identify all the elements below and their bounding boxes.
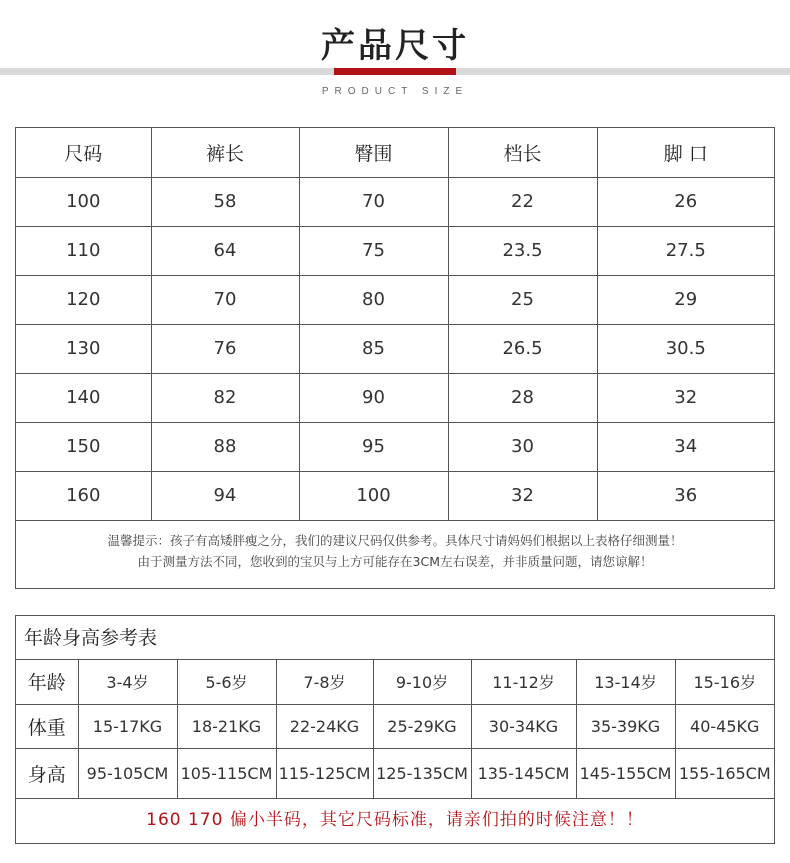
table-row xyxy=(16,275,774,324)
leg-opening-cell: 29 xyxy=(597,275,774,324)
hip-cell: 85 xyxy=(299,324,448,373)
size-cell: 140 xyxy=(16,373,151,422)
age-cell: 15-16岁 xyxy=(675,660,774,704)
measurement-tips xyxy=(16,517,774,589)
crotch-length-cell: 32 xyxy=(448,471,597,520)
pants-length-cell: 76 xyxy=(151,324,299,373)
height-cell: 155-165CM xyxy=(675,748,774,798)
height-cell: 135-145CM xyxy=(471,748,576,798)
row-label-age: 年龄 xyxy=(16,660,78,704)
age-cell: 3-4岁 xyxy=(78,660,177,704)
table-row xyxy=(16,748,774,798)
age-cell: 13-14岁 xyxy=(576,660,675,704)
weight-cell: 30-34KG xyxy=(471,704,576,748)
weight-cell: 18-21KG xyxy=(177,704,276,748)
crotch-length-cell: 28 xyxy=(448,373,597,422)
crotch-length-cell: 26.5 xyxy=(448,324,597,373)
page-subtitle: PRODUCT SIZE xyxy=(321,86,469,97)
table-row xyxy=(16,226,774,275)
pants-length-cell: 88 xyxy=(151,422,299,471)
table-row xyxy=(16,324,774,373)
height-cell: 95-105CM xyxy=(78,748,177,798)
age-cell: 9-10岁 xyxy=(373,660,471,704)
size-cell: 120 xyxy=(16,275,151,324)
hip-cell: 70 xyxy=(299,177,448,226)
leg-opening-cell: 34 xyxy=(597,422,774,471)
table-row xyxy=(16,704,774,748)
header-size: 尺码 xyxy=(16,128,151,177)
weight-cell: 40-45KG xyxy=(675,704,774,748)
size-cell: 150 xyxy=(16,422,151,471)
crotch-length-cell: 23.5 xyxy=(448,226,597,275)
row-label-weight: 体重 xyxy=(16,704,78,748)
size-cell: 130 xyxy=(16,324,151,373)
table-row xyxy=(16,471,774,520)
leg-opening-cell: 27.5 xyxy=(597,226,774,275)
hip-cell: 100 xyxy=(299,471,448,520)
weight-cell: 25-29KG xyxy=(373,704,471,748)
weight-cell: 15-17KG xyxy=(78,704,177,748)
age-cell: 7-8岁 xyxy=(276,660,373,704)
age-table xyxy=(16,660,774,799)
weight-cell: 22-24KG xyxy=(276,704,373,748)
row-label-height: 身高 xyxy=(16,748,78,798)
table-row xyxy=(16,422,774,471)
size-cell: 100 xyxy=(16,177,151,226)
size-warning-note: 160 170 偏小半码，其它尺码标准，请亲们拍的时候注意！！ xyxy=(146,810,644,830)
header-pants-length: 裤长 xyxy=(151,128,299,177)
crotch-length-cell: 22 xyxy=(448,177,597,226)
hip-cell: 90 xyxy=(299,373,448,422)
size-table xyxy=(16,128,774,521)
page-title: 产品尺寸 xyxy=(321,26,469,66)
tip-line: 由于测量方法不同，您收到的宝贝与上方可能存在3CM左右误差，并非质量问题，请您谅解！ xyxy=(137,554,653,569)
age-cell: 5-6岁 xyxy=(177,660,276,704)
size-chart xyxy=(15,127,775,589)
header-leg-opening: 脚 口 xyxy=(597,128,774,177)
leg-opening-cell: 32 xyxy=(597,373,774,422)
pants-length-cell: 82 xyxy=(151,373,299,422)
pants-length-cell: 70 xyxy=(151,275,299,324)
size-table-header xyxy=(16,128,774,177)
hip-cell: 95 xyxy=(299,422,448,471)
pants-length-cell: 64 xyxy=(151,226,299,275)
age-cell: 11-12岁 xyxy=(471,660,576,704)
header-crotch-length: 档长 xyxy=(448,128,597,177)
leg-opening-cell: 30.5 xyxy=(597,324,774,373)
pants-length-cell: 94 xyxy=(151,471,299,520)
size-cell: 110 xyxy=(16,226,151,275)
crotch-length-cell: 30 xyxy=(448,422,597,471)
tip-line: 温馨提示：孩子有高矮胖瘦之分，我们的建议尺码仅供参考。具体尺寸请妈妈们根据以上表格仔细测量！ xyxy=(107,533,683,548)
crotch-length-cell: 25 xyxy=(448,275,597,324)
height-cell: 125-135CM xyxy=(373,748,471,798)
table-row xyxy=(16,660,774,704)
age-table-title: 年龄身高参考表 xyxy=(16,616,774,660)
height-cell: 115-125CM xyxy=(276,748,373,798)
pants-length-cell: 58 xyxy=(151,177,299,226)
table-row xyxy=(16,177,774,226)
weight-cell: 35-39KG xyxy=(576,704,675,748)
hip-cell: 80 xyxy=(299,275,448,324)
height-cell: 145-155CM xyxy=(576,748,675,798)
leg-opening-cell: 26 xyxy=(597,177,774,226)
header-hip: 臀围 xyxy=(299,128,448,177)
size-cell: 160 xyxy=(16,471,151,520)
table-row xyxy=(16,373,774,422)
leg-opening-cell: 36 xyxy=(597,471,774,520)
title-accent-bar xyxy=(334,68,456,75)
age-height-chart xyxy=(15,615,775,844)
hip-cell: 75 xyxy=(299,226,448,275)
height-cell: 105-115CM xyxy=(177,748,276,798)
